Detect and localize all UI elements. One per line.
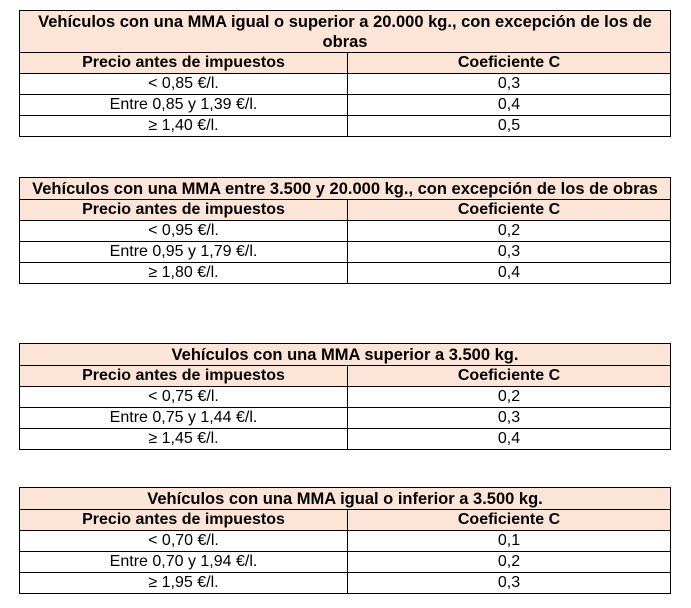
table-row — [20, 552, 671, 573]
column-header-coefficient: Coeficiente C — [348, 53, 671, 74]
table-row — [20, 408, 671, 429]
coefficient-cell: 0,3 — [348, 242, 671, 263]
table-title: Vehículos con una MMA superior a 3.500 kg. — [20, 344, 671, 366]
coefficient-cell: 0,3 — [348, 573, 671, 594]
table-title: Vehículos con una MMA igual o superior a 20.000 kg., con excepción de los de obras — [20, 11, 671, 53]
coefficient-table-1 — [19, 10, 671, 137]
coefficient-cell: 0,4 — [348, 95, 671, 116]
price-cell: ≥ 1,45 €/l. — [20, 429, 348, 450]
coefficient-cell: 0,5 — [348, 116, 671, 137]
price-cell: < 0,75 €/l. — [20, 387, 348, 408]
table-row — [20, 263, 671, 284]
price-cell: Entre 0,85 y 1,39 €/l. — [20, 95, 348, 116]
price-cell: ≥ 1,95 €/l. — [20, 573, 348, 594]
price-cell: < 0,85 €/l. — [20, 74, 348, 95]
price-cell: ≥ 1,80 €/l. — [20, 263, 348, 284]
table-row — [20, 95, 671, 116]
column-header-coefficient: Coeficiente C — [348, 200, 671, 221]
coefficient-cell: 0,4 — [348, 263, 671, 284]
table-row — [20, 531, 671, 552]
table-row — [20, 242, 671, 263]
coefficient-cell: 0,4 — [348, 429, 671, 450]
coefficient-table-4 — [19, 487, 671, 594]
column-header-price: Precio antes de impuestos — [20, 510, 348, 531]
price-cell: Entre 0,75 y 1,44 €/l. — [20, 408, 348, 429]
coefficient-table-2 — [19, 177, 671, 284]
price-cell: Entre 0,70 y 1,94 €/l. — [20, 552, 348, 573]
column-header-price: Precio antes de impuestos — [20, 200, 348, 221]
coefficient-cell: 0,3 — [348, 408, 671, 429]
column-header-price: Precio antes de impuestos — [20, 53, 348, 74]
price-cell: < 0,70 €/l. — [20, 531, 348, 552]
table-row — [20, 429, 671, 450]
table-title: Vehículos con una MMA igual o inferior a 3.500 kg. — [20, 488, 671, 510]
table-row — [20, 116, 671, 137]
table-row — [20, 573, 671, 594]
column-header-price: Precio antes de impuestos — [20, 366, 348, 387]
coefficient-cell: 0,2 — [348, 221, 671, 242]
coefficient-cell: 0,1 — [348, 531, 671, 552]
coefficient-cell: 0,2 — [348, 387, 671, 408]
coefficient-cell: 0,3 — [348, 74, 671, 95]
table-row — [20, 221, 671, 242]
price-cell: ≥ 1,40 €/l. — [20, 116, 348, 137]
price-cell: Entre 0,95 y 1,79 €/l. — [20, 242, 348, 263]
coefficient-cell: 0,2 — [348, 552, 671, 573]
table-row — [20, 74, 671, 95]
coefficient-table-3 — [19, 343, 671, 450]
table-row — [20, 387, 671, 408]
column-header-coefficient: Coeficiente C — [348, 510, 671, 531]
price-cell: < 0,95 €/l. — [20, 221, 348, 242]
table-title: Vehículos con una MMA entre 3.500 y 20.000 kg., con excepción de los de obras — [20, 178, 671, 200]
column-header-coefficient: Coeficiente C — [348, 366, 671, 387]
